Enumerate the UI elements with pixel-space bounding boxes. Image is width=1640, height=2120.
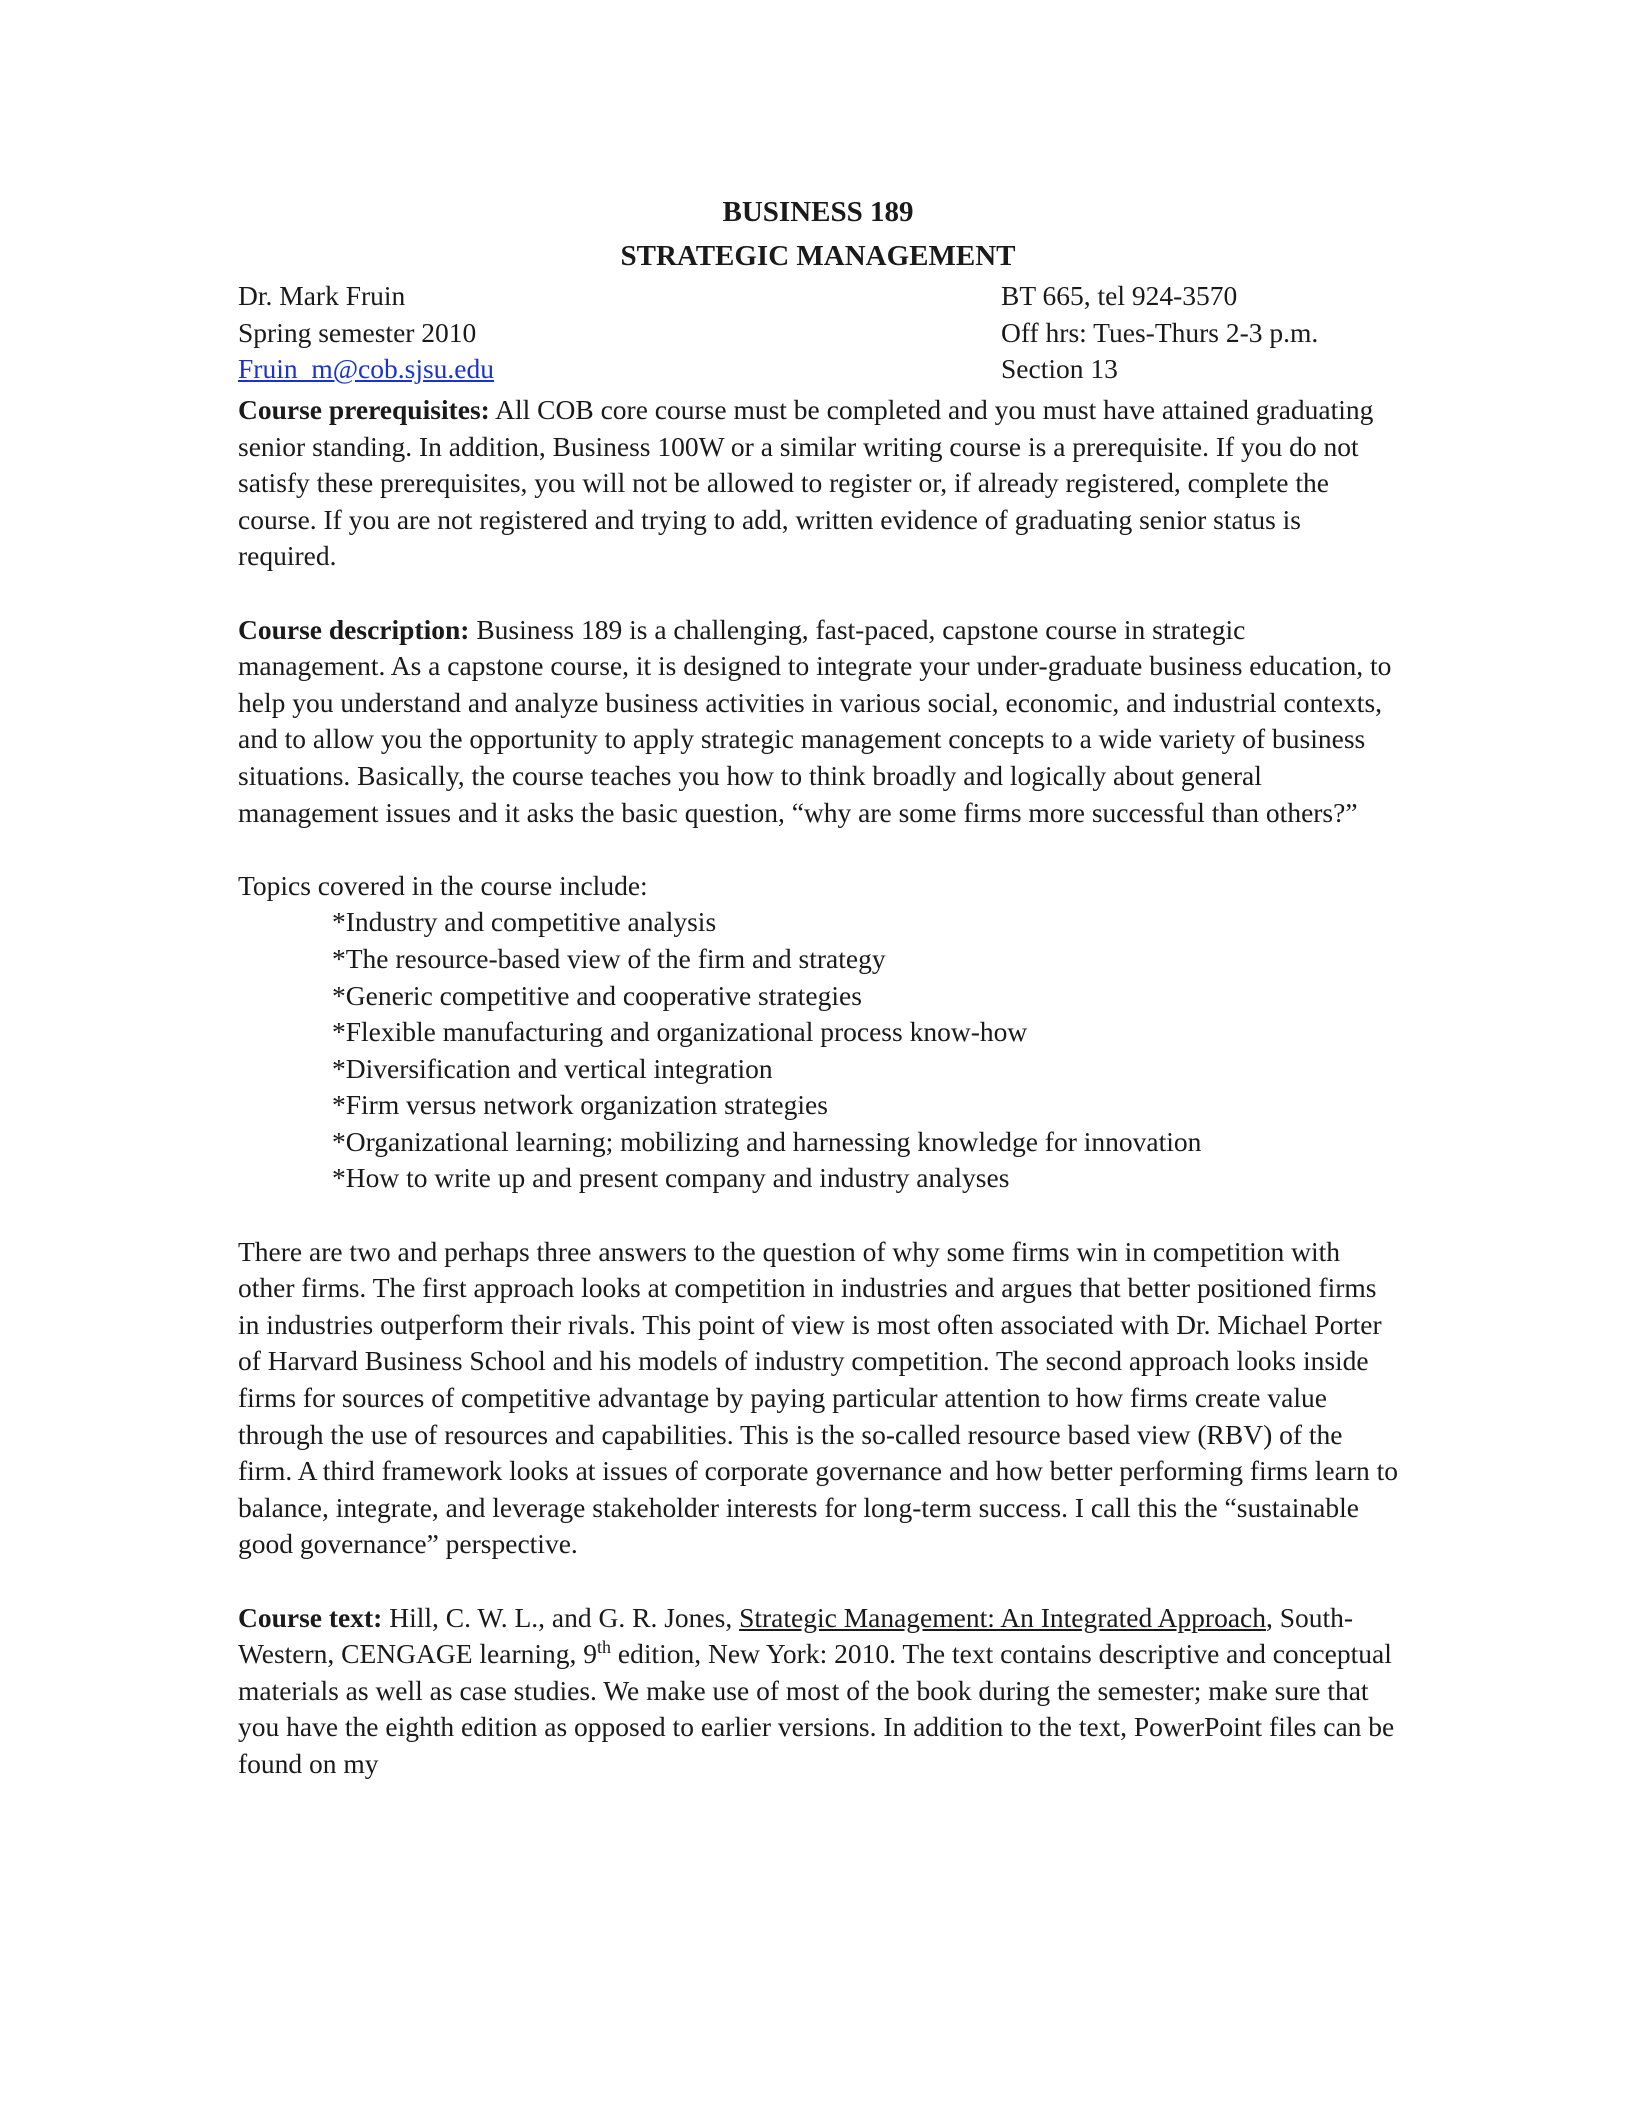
instructor-name: Dr. Mark Fruin <box>238 280 406 311</box>
topic-list <box>238 904 1398 1197</box>
description-label: Course description: <box>238 613 470 645</box>
topic-item: *Generic competitive and cooperative strategies <box>332 979 862 1011</box>
syllabus-page <box>238 190 1398 1819</box>
course-text-rest: edition, New York: 2010. The text contains descriptive and conceptual materials as well as case studies. We make use of most of the book during the semester; make sure that you have the eighth edition as opposed to earlier versions. In addition to the text, PowerPoint files can be found on my <box>238 1638 1395 1779</box>
office-phone: BT 665, tel 924-3570 <box>1001 280 1238 311</box>
topics-intro: Topics covered in the course include: <box>238 869 648 901</box>
prerequisites-text: All COB core course must be completed and you must have attained graduating senior standing. In addition, Business 100W or a similar writing course is a prerequisite. If you do not satisfy these prerequisites, you will not be allowed to register or, if already registered, complete the course. If you are not registered and trying to add, written evidence of graduating senior status is required. <box>238 394 1374 572</box>
course-text-authors: Hill, C. W. L., and G. R. Jones, <box>382 1601 740 1633</box>
semester: Spring semester 2010 <box>238 316 477 348</box>
course-header <box>238 278 1398 392</box>
topic-item: *Firm versus network organization strategies <box>332 1089 828 1121</box>
book-title: Strategic Management: An Integrated Approach <box>739 1601 1266 1633</box>
course-number: BUSINESS 189 <box>722 196 914 228</box>
office-hours: Off hrs: Tues-Thurs 2-3 p.m. <box>1001 316 1319 348</box>
course-text-label: Course text: <box>238 1601 383 1633</box>
section-number: Section 13 <box>1001 353 1118 385</box>
course-text-publisher: , South-Western, CENGAGE learning, 9 <box>238 1601 1354 1670</box>
prerequisites-label: Course prerequisites: <box>238 394 490 425</box>
topic-item: *Industry and competitive analysis <box>332 906 717 938</box>
description-text: Business 189 is a challenging, fast-paced, capstone course in strategic management. As a capstone course, it is designed to integrate your under-graduate business education, to help you understand and analyze business activities in various social, economic, and industrial contexts, and to allow you the opportunity to apply strategic management concepts to a wide variety of business situations. Basically, the course teaches you how to think broadly and logically about general management issues and it asks the basic question, “why are some firms more successful than others?” <box>238 613 1392 828</box>
topic-item: *Diversification and vertical integration <box>332 1052 773 1084</box>
topic-item: *How to write up and present company and industry analyses <box>332 1162 1010 1194</box>
email-link[interactable]: Fruin_m@cob.sjsu.edu <box>238 353 495 385</box>
topic-item: *Organizational learning; mobilizing and harnessing knowledge for innovation <box>332 1125 1202 1157</box>
answers-paragraph: There are two and perhaps three answers to the question of why some firms win in competition with other firms. The first approach looks at competition in industries and argues that better positioned firms in industries outperform their rivals. This point of view is most often associated with Dr. Michael Porter of Harvard Business School and his models of industry competition. The second approach looks inside firms for sources of competitive advantage by paying particular attention to how firms create value through the use of resources and capabilities. This is the so-called resource based view (RBV) of the firm. A third framework looks at issues of corporate governance and how better performing firms learn to balance, integrate, and leverage stakeholder interests for long-term success. I call this the “sustainable good governance” perspective. <box>238 1235 1398 1560</box>
prerequisites-paragraph <box>238 392 1398 575</box>
office-info <box>1001 278 1318 388</box>
topic-item: *The resource-based view of the firm and strategy <box>332 942 886 974</box>
description-paragraph <box>238 612 1398 832</box>
course-title: STRATEGIC MANAGEMENT <box>620 240 1016 272</box>
topic-item: *Flexible manufacturing and organizational process know-how <box>332 1016 1028 1048</box>
edition-superscript: th <box>597 1637 612 1658</box>
course-text-paragraph <box>238 1600 1398 1783</box>
instructor-info <box>238 278 494 388</box>
